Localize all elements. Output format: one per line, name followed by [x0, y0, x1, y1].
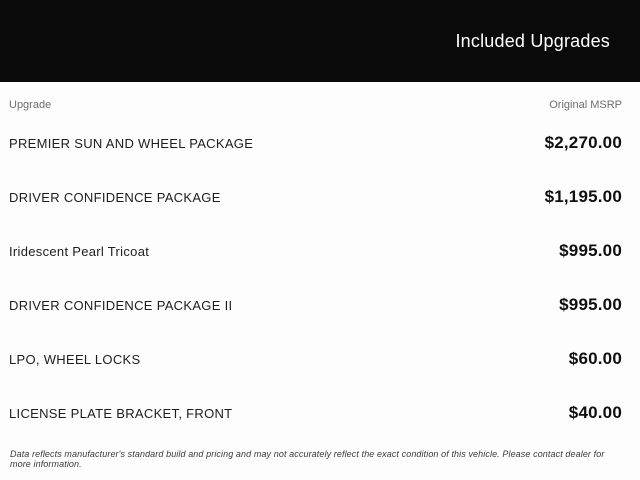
- table-column-headers: [9, 99, 622, 112]
- upgrade-price: $1,195.00: [544, 187, 622, 206]
- upgrade-price: $995.00: [559, 241, 622, 260]
- included-upgrades-banner: [0, 0, 640, 82]
- table-row: [9, 170, 622, 224]
- upgrade-name: LPO, WHEEL LOCKS: [9, 351, 141, 367]
- upgrades-table: [0, 99, 640, 469]
- column-header-upgrade: Upgrade: [9, 99, 52, 111]
- table-row: [9, 386, 622, 440]
- disclaimer-text: Data reflects manufacturer's standard build and pricing and may not accurately reflect the exact condition of this vehicle. Please contact dealer for more information.: [10, 449, 605, 469]
- upgrade-price: $60.00: [568, 349, 622, 368]
- upgrade-name: Iridescent Pearl Tricoat: [9, 243, 150, 259]
- upgrade-name: DRIVER CONFIDENCE PACKAGE II: [9, 297, 233, 313]
- upgrade-name: DRIVER CONFIDENCE PACKAGE: [9, 189, 221, 205]
- table-rows: [9, 116, 622, 440]
- table-row: [9, 332, 622, 386]
- upgrade-price: $2,270.00: [544, 133, 622, 152]
- table-row: [9, 224, 622, 278]
- page-title: Included Upgrades: [455, 30, 610, 51]
- upgrade-price: $40.00: [568, 403, 622, 422]
- upgrade-name: LICENSE PLATE BRACKET, FRONT: [9, 405, 233, 421]
- column-header-msrp: Original MSRP: [549, 99, 622, 111]
- upgrade-name: PREMIER SUN AND WHEEL PACKAGE: [9, 135, 254, 151]
- upgrade-price: $995.00: [559, 295, 622, 314]
- table-row: [9, 116, 622, 170]
- table-row: [9, 278, 622, 332]
